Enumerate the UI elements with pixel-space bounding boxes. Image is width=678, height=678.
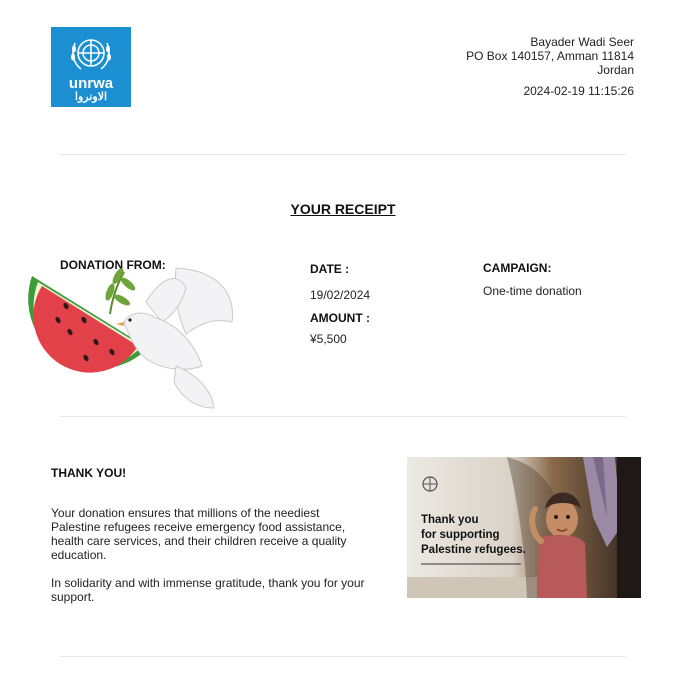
- address-block: [466, 35, 634, 77]
- date-value: 19/02/2024: [310, 288, 371, 302]
- receipt-timestamp: 2024-02-19 11:15:26: [523, 84, 634, 98]
- banner-line: Palestine refugees.: [421, 544, 526, 556]
- banner-line: for supporting: [421, 529, 500, 541]
- address-line: PO Box 140157, Amman 11814: [466, 49, 634, 63]
- campaign-label: CAMPAIGN:: [483, 261, 552, 275]
- thank-you-banner: [407, 457, 641, 598]
- divider: [60, 154, 626, 155]
- amount-value: ¥5,500: [310, 332, 347, 346]
- divider: [60, 656, 626, 657]
- watermelon-dove-illustration: [26, 262, 236, 414]
- date-label: DATE :: [310, 262, 350, 276]
- logo-wordmark-en: unrwa: [68, 75, 114, 92]
- divider: [60, 416, 626, 417]
- campaign-value: One-time donation: [483, 284, 582, 298]
- unrwa-logo: [51, 27, 131, 107]
- donation-from-label: DONATION FROM:: [60, 258, 166, 272]
- thank-you-paragraph: Your donation ensures that millions of the neediest Palestine refugees receive emergency food assistance, health care services, and their children receive a quality education.: [51, 506, 347, 562]
- address-line: Jordan: [597, 63, 634, 77]
- banner-text: [421, 513, 526, 558]
- un-emblem-icon: [421, 475, 439, 493]
- receipt-title: YOUR RECEIPT: [290, 201, 396, 217]
- amount-label: AMOUNT :: [310, 311, 370, 325]
- solidarity-paragraph: In solidarity and with immense gratitude, thank you for your support.: [51, 576, 365, 604]
- logo-wordmark-ar: الاونروا: [74, 91, 108, 103]
- banner-line: Thank you: [421, 514, 479, 526]
- address-line: Bayader Wadi Seer: [530, 35, 634, 49]
- thank-you-heading: THANK YOU!: [51, 466, 127, 480]
